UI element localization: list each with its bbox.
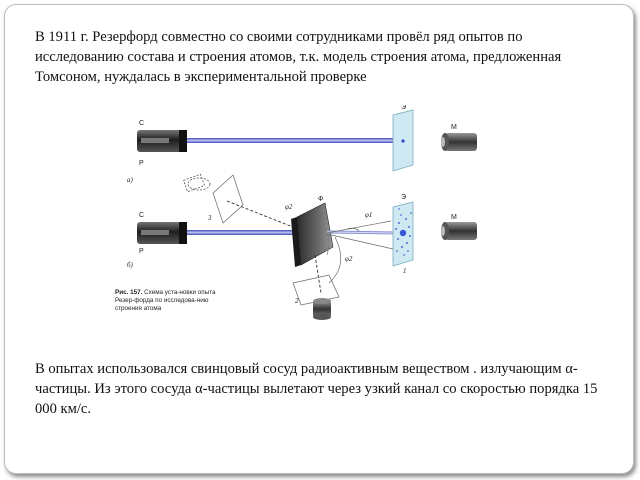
label-phi1: φ1 bbox=[365, 211, 373, 219]
label-foil: Ф bbox=[318, 196, 324, 203]
label-panel-a: а) bbox=[127, 176, 133, 184]
microscope-a bbox=[441, 133, 477, 151]
microscope-pos2 bbox=[293, 275, 339, 320]
label-screen-a: Э bbox=[401, 105, 407, 111]
experiment-paragraph: В опытах использовался свинцовый сосуд радиоактивным веществом . излучающим α-частицы. Из этого сосуда α-частицы вылетают через узкий канал со скоростью порядка 15 000 км/с. bbox=[35, 361, 598, 417]
label-channel-b: Р bbox=[139, 248, 144, 255]
foil bbox=[291, 203, 333, 267]
label-source-b: С bbox=[139, 212, 145, 219]
caption-number: Рис. 157. bbox=[115, 289, 143, 296]
label-microscope-a: М bbox=[451, 124, 457, 131]
slide bbox=[4, 4, 634, 474]
ray-pos2 bbox=[315, 255, 321, 293]
label-panel-b: б) bbox=[127, 261, 133, 269]
panel-a bbox=[127, 105, 477, 184]
label-microscope-b: М bbox=[451, 214, 457, 221]
caption-text: Схема уста-новки опыта Резер-форда по исследова-нию строения атома bbox=[115, 289, 216, 312]
figure-caption bbox=[115, 289, 235, 313]
label-channel-a: Р bbox=[139, 160, 144, 167]
microscope-pos3 bbox=[183, 174, 243, 223]
label-phi3: φ2 bbox=[345, 255, 353, 263]
label-pos3: 3 bbox=[208, 214, 212, 222]
rutherford-figure bbox=[115, 105, 485, 333]
microscope-b bbox=[441, 222, 477, 240]
label-screen-b: Э bbox=[401, 194, 407, 201]
label-pos1: 1 bbox=[403, 267, 407, 275]
label-source-a: С bbox=[139, 120, 145, 127]
intro-paragraph: В 1911 г. Резерфорд совместно со своими сотрудниками провёл ряд опытов по исследованию состава и строения атомов, т.к. модель строения атома, предложенная Томсоном, нуждалась в экспериментальной проверке bbox=[35, 29, 562, 85]
label-phi2: φ2 bbox=[285, 203, 293, 211]
label-pos2: 2 bbox=[295, 297, 299, 305]
